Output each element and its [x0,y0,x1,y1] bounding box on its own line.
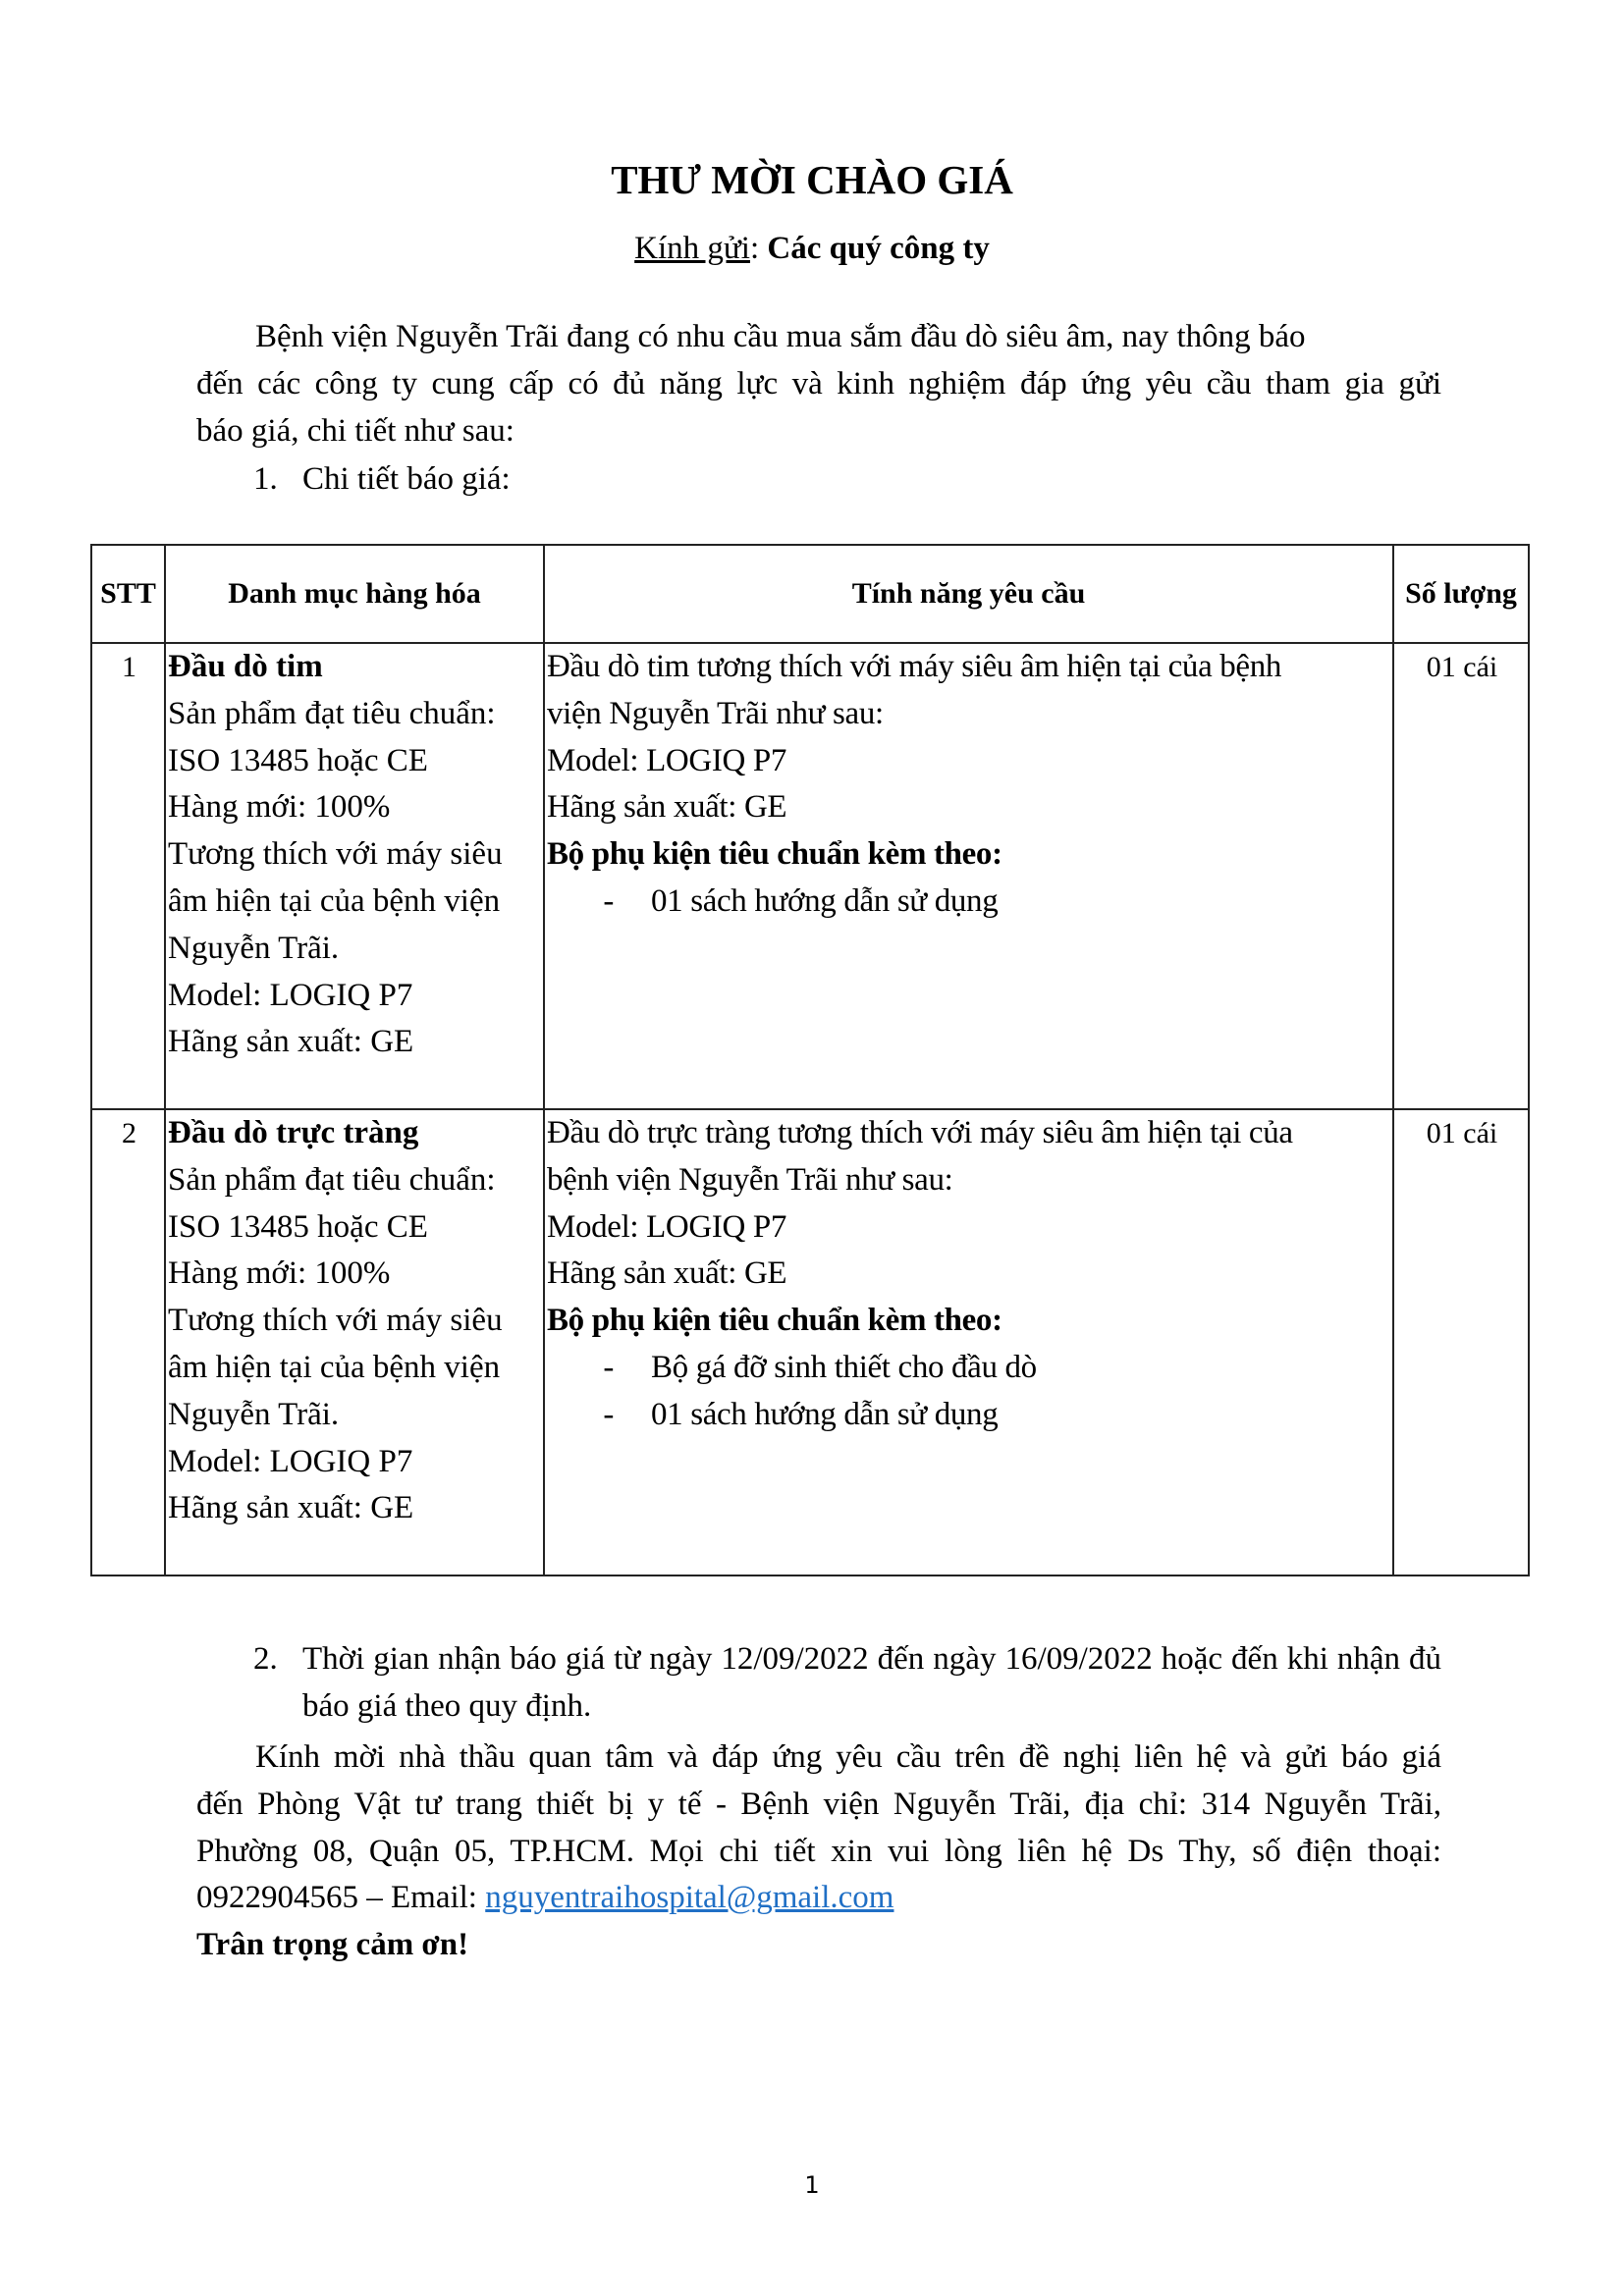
intro-line: báo giá, chi tiết như sau: [196,412,514,449]
salutation-recipient: Các quý công ty [767,231,990,266]
item-detail: Nguyễn Trãi. [168,930,340,966]
accessory-item: - Bộ gá đỡ sinh thiết cho đầu dò [547,1345,1392,1392]
salutation-label: Kính gửi [634,231,750,266]
contact-line: đến Phòng Vật tư trang thiết bị y tế - Bệnh viện Nguyễn Trãi, địa chỉ: 314 Nguyễn Trãi, [196,1786,1441,1822]
item-detail: Nguyễn Trãi. [168,1396,340,1432]
intro-line: đến các công ty cung cấp có đủ năng lực và kinh nghiệm đáp ứng yêu cầu tham gia gửi [196,365,1441,401]
section-text: Thời gian nhận báo giá từ ngày 12/09/2022 đến ngày 16/09/2022 hoặc đến khi nhận đủ báo giá theo quy định. [302,1641,1441,1724]
feature-line: Hãng sản xuất: GE [547,1255,787,1292]
item-detail: Hãng sản xuất: GE [168,1490,414,1526]
table-row [91,643,1529,1109]
intro-line: Bệnh viện Nguyễn Trãi đang có nhu cầu mua sắm đầu dò siêu âm, nay thông báo [255,319,1306,354]
contact-line [196,1875,1441,1922]
closing-thanks: Trân trọng cảm ơn! [196,1927,469,1963]
contact-paragraph [196,1735,1441,1969]
section-1-heading [253,456,511,504]
feature-line: viện Nguyễn Trãi như sau: [547,695,884,731]
item-detail: Hàng mới: 100% [168,789,391,826]
header-quantity: Số lượng [1393,545,1529,643]
row-stt: 2 [91,1109,165,1575]
feature-line: Model: LOGIQ P7 [547,1208,787,1245]
feature-line: Hãng sản xuất: GE [547,789,787,826]
row-features [544,1109,1393,1575]
row-stt: 1 [91,643,165,1109]
salutation-separator: : [749,231,768,266]
item-detail: Tương thích với máy siêu [168,836,503,873]
item-detail: âm hiện tại của bệnh viện [168,1349,501,1385]
header-stt: STT [91,545,165,643]
feature-line: Model: LOGIQ P7 [547,742,787,778]
section-number: 2. [253,1641,278,1677]
bullet-dash: - [603,882,614,919]
accessory-item: - 01 sách hướng dẫn sử dụng [547,879,1392,926]
bullet-dash: - [603,1349,614,1385]
item-name: Đầu dò tim [168,649,323,684]
item-detail: Sản phẩm đạt tiêu chuẩn: [168,695,496,731]
item-detail: Model: LOGIQ P7 [168,977,413,1013]
item-detail: Sản phẩm đạt tiêu chuẩn: [168,1161,496,1198]
feature-line: bệnh viện Nguyễn Trãi như sau: [547,1161,953,1198]
intro-paragraph [196,314,1441,454]
accessories-title: Bộ phụ kiện tiêu chuẩn kèm theo: [547,1303,1002,1339]
item-detail: Model: LOGIQ P7 [168,1443,413,1479]
table-header-row [91,545,1529,643]
item-name: Đầu dò trực tràng [168,1115,419,1150]
page-number: 1 [804,2171,820,2199]
contact-line: Phường 08, Quận 05, TP.HCM. Mọi chi tiết xin vui lòng liên hệ Ds Thy, số điện thoại: [196,1833,1441,1869]
accessories-title: Bộ phụ kiện tiêu chuẩn kèm theo: [547,836,1002,873]
header-features: Tính năng yêu cầu [544,545,1393,643]
item-detail: Hàng mới: 100% [168,1255,391,1292]
quotation-table [90,544,1530,1576]
document-title: THƯ MỜI CHÀO GIÁ [611,157,1013,202]
item-detail: Tương thích với máy siêu [168,1303,503,1339]
row-quantity: 01 cái [1393,643,1529,1109]
section-title: Chi tiết báo giá: [302,461,511,497]
bullet-dash: - [603,1396,614,1432]
feature-line: Đầu dò tim tương thích với máy siêu âm hiện tại của bệnh [547,649,1282,684]
feature-line: Đầu dò trực tràng tương thích với máy siêu âm hiện tại của [547,1115,1293,1150]
item-detail: ISO 13485 hoặc CE [168,742,428,778]
item-detail: âm hiện tại của bệnh viện [168,882,501,919]
row-item [165,643,544,1109]
header-item: Danh mục hàng hóa [165,545,544,643]
contact-line: Kính mời nhà thầu quan tâm và đáp ứng yêu cầu trên đề nghị liên hệ và gửi báo giá [255,1739,1441,1775]
item-detail: ISO 13485 hoặc CE [168,1208,428,1245]
table-row [91,1109,1529,1575]
row-item [165,1109,544,1575]
accessory-item: - 01 sách hướng dẫn sử dụng [547,1392,1392,1439]
salutation [0,226,1624,271]
email-link[interactable]: nguyentraihospital@gmail.com [485,1880,894,1916]
section-2-paragraph [253,1636,1441,1731]
phone-text: 0922904565 – Email: [196,1880,486,1916]
item-detail: Hãng sản xuất: GE [168,1024,414,1060]
section-number: 1. [253,461,278,497]
row-quantity: 01 cái [1393,1109,1529,1575]
row-features [544,643,1393,1109]
